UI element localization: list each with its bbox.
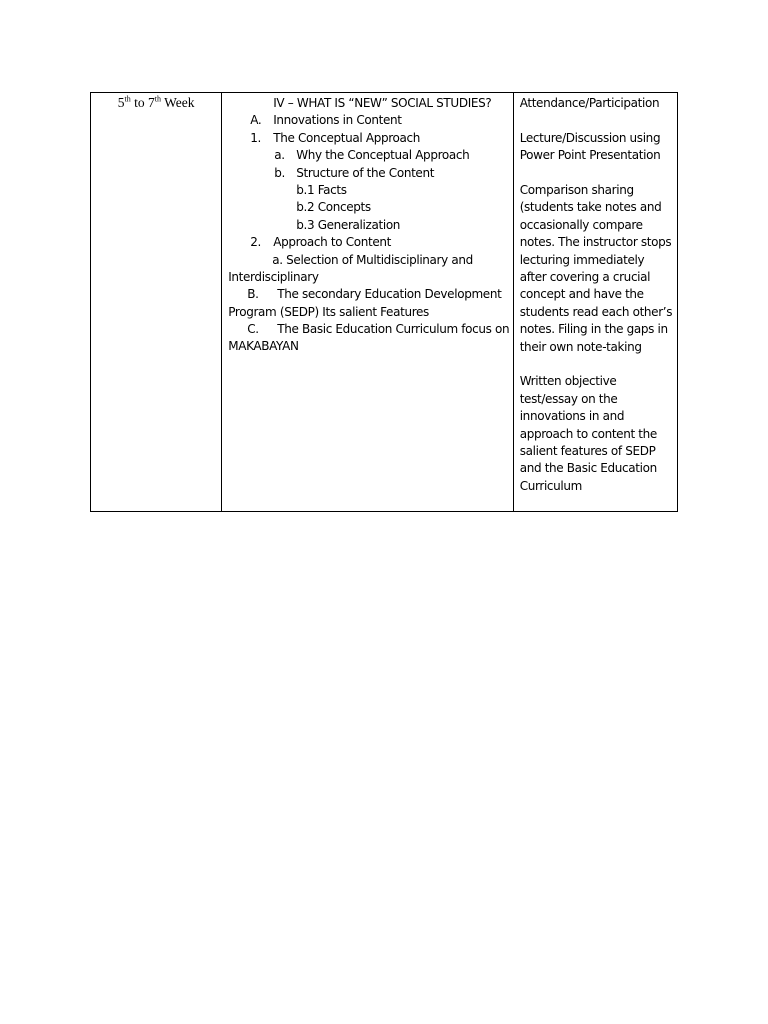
topic-1-marker: 1.: [250, 130, 261, 145]
topic-2-line: [228, 234, 508, 251]
method-cell: [513, 93, 677, 512]
method-line: approach to content the: [519, 426, 657, 441]
method-line: occasionally compare: [519, 217, 643, 232]
method-line: salient features of SEDP: [519, 444, 656, 459]
syllabus-table: [90, 92, 678, 512]
method-line: test/essay on the: [519, 391, 618, 406]
table-row: [91, 93, 678, 512]
method-line: Comparison sharing: [519, 183, 634, 197]
method-line: lecturing immediately: [519, 252, 645, 267]
topic-a-text: Innovations in Content: [273, 113, 402, 128]
method-line: notes. The instructor stops: [519, 235, 672, 250]
topic-1a-line: [228, 147, 508, 164]
topic-b-line2: [228, 304, 508, 321]
topic-c-text-1: The Basic Education Curriculum focus on: [277, 322, 510, 337]
week-start-num: 5: [117, 95, 125, 110]
topic-a-marker: A.: [250, 113, 262, 128]
topic-b-line1: [228, 286, 508, 303]
method-line: concept and have the: [519, 287, 644, 302]
topic-a-line: [228, 112, 508, 129]
topic-1b-line: [228, 165, 508, 182]
topic-cell: [222, 93, 513, 512]
topic-1-text: The Conceptual Approach: [273, 130, 421, 145]
method-line: after covering a crucial: [519, 270, 651, 285]
week-to: to: [130, 95, 148, 110]
topic-b2-text: b.2 Concepts: [296, 200, 371, 215]
method-line: innovations in and: [519, 409, 625, 424]
method-line: their own note-taking: [519, 339, 642, 354]
method-line: Lecture/Discussion using: [519, 130, 661, 145]
topic-1b-text: Structure of the Content: [296, 165, 435, 180]
topic-b-text-1: The secondary Education Development: [277, 287, 502, 302]
topic-1a-marker: a.: [274, 148, 285, 163]
topic-c-text-2: MAKABAYAN: [228, 339, 299, 354]
method-block-comparison: [520, 182, 674, 356]
topic-b-text-2: Program (SEDP) Its salient Features: [228, 304, 429, 319]
topic-b1-text: b.1 Facts: [296, 182, 347, 197]
week-start-sup: th: [124, 94, 131, 104]
topic-heading: IV – WHAT IS “NEW” SOCIAL STUDIES?: [273, 96, 492, 110]
topic-2a-text-2: Interdisciplinary: [228, 269, 319, 284]
topic-b3-line: [228, 217, 508, 234]
topic-2a-line1: [228, 252, 508, 269]
week-cell: [91, 93, 222, 512]
method-line: Curriculum: [519, 478, 583, 493]
method-block-attendance: [520, 95, 674, 112]
method-block-written-test: [520, 373, 674, 495]
topic-b1-line: [228, 182, 508, 199]
method-line: Written objective: [519, 374, 617, 389]
topic-1b-marker: b.: [274, 165, 285, 180]
method-line: Attendance/Participation: [519, 96, 660, 110]
topic-heading-line: [228, 95, 508, 112]
topic-c-line1: [228, 321, 508, 338]
topic-b-marker: B.: [247, 287, 259, 302]
method-block-lecture: [520, 130, 674, 165]
method-line: notes. Filing in the gaps in: [519, 322, 668, 337]
topic-1-line: [228, 130, 508, 147]
week-end-sup: th: [154, 94, 161, 104]
topic-2-marker: 2.: [250, 235, 261, 250]
topic-2a-line2: [228, 269, 508, 286]
method-line: and the Basic Education: [519, 461, 657, 476]
topic-c-marker: C.: [247, 322, 259, 337]
topic-2a-text-1: a. Selection of Multidisciplinary and: [272, 252, 473, 267]
topic-b3-text: b.3 Generalization: [296, 217, 401, 232]
week-end-num: 7: [147, 95, 155, 110]
topic-1a-text: Why the Conceptual Approach: [296, 148, 470, 163]
method-line: students read each other’s: [519, 304, 673, 319]
topic-b2-line: [228, 199, 508, 216]
topic-2-text: Approach to Content: [273, 235, 391, 250]
topic-c-line2: [228, 338, 508, 355]
week-label: Week: [160, 95, 195, 110]
method-line: (students take notes and: [519, 200, 662, 215]
method-line: Power Point Presentation: [519, 148, 661, 163]
